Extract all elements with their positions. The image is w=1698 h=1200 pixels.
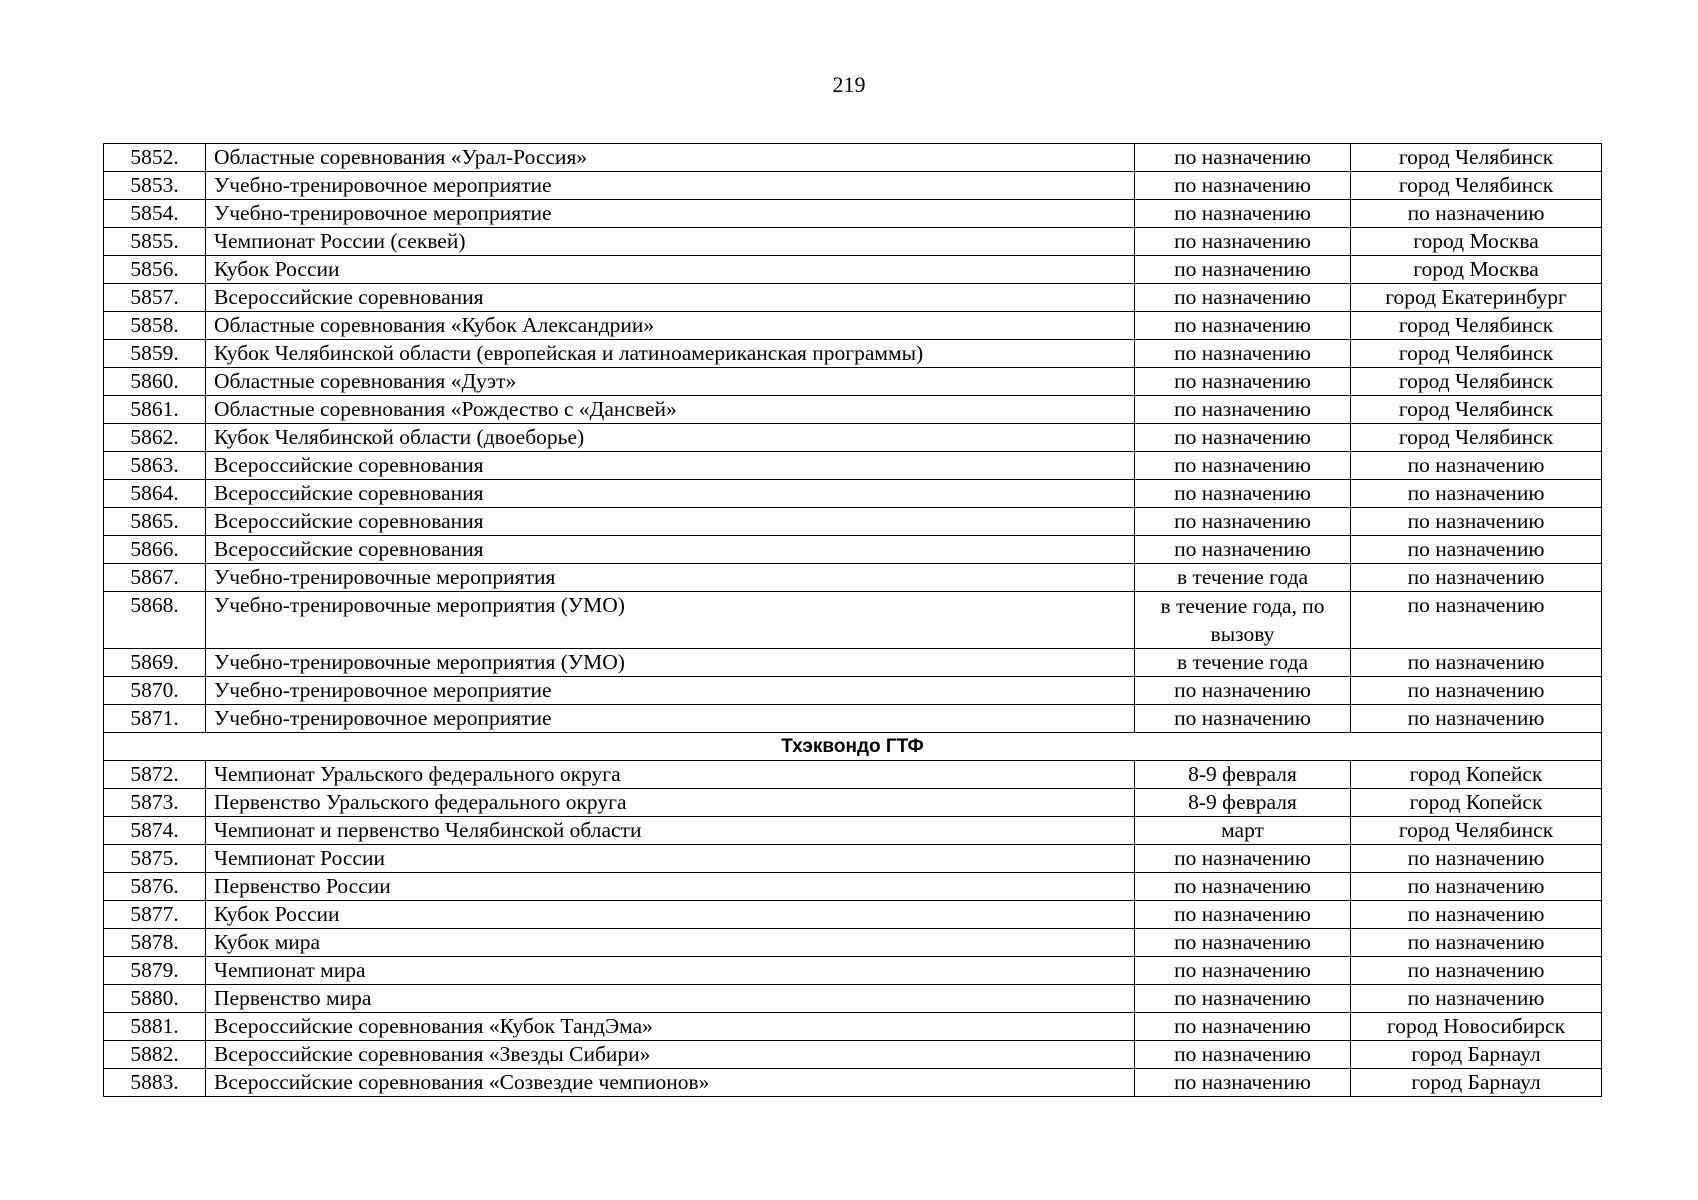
row-number: 5876. [104,873,206,901]
row-number: 5855. [104,228,206,256]
event-place: город Екатеринбург [1351,284,1602,312]
event-name: Учебно-тренировочные мероприятия (УМО) [206,649,1135,677]
event-name: Учебно-тренировочные мероприятия [206,564,1135,592]
table-row [104,228,1602,256]
table-row [104,1069,1602,1097]
row-number: 5880. [104,985,206,1013]
row-number: 5870. [104,677,206,705]
event-name: Областные соревнования «Рождество с «Дансвей» [206,396,1135,424]
row-number: 5857. [104,284,206,312]
event-date: по назначению [1135,873,1351,901]
event-date: по назначению [1135,256,1351,284]
table-row [104,592,1602,649]
table-row [104,1013,1602,1041]
event-name: Чемпионат России (секвей) [206,228,1135,256]
row-number: 5852. [104,144,206,172]
row-number: 5868. [104,592,206,649]
event-place: по назначению [1351,705,1602,733]
event-date: по назначению [1135,677,1351,705]
event-name: Первенство Уральского федерального округа [206,789,1135,817]
section-title: Тхэквондо ГТФ [104,733,1602,761]
table-row [104,677,1602,705]
event-name: Областные соревнования «Урал-Россия» [206,144,1135,172]
event-place: по назначению [1351,677,1602,705]
row-number: 5860. [104,368,206,396]
event-name: Всероссийские соревнования «Созвездие чемпионов» [206,1069,1135,1097]
event-place: город Челябинск [1351,172,1602,200]
row-number: 5872. [104,761,206,789]
event-place: город Копейск [1351,789,1602,817]
table-body-part1 [104,144,1602,733]
event-place: город Челябинск [1351,144,1602,172]
event-date: по назначению [1135,1041,1351,1069]
table-row [104,929,1602,957]
event-place: по назначению [1351,536,1602,564]
event-date: по назначению [1135,985,1351,1013]
event-place: город Новосибирск [1351,1013,1602,1041]
event-date: по назначению [1135,845,1351,873]
row-number: 5853. [104,172,206,200]
event-place: по назначению [1351,508,1602,536]
table-row [104,200,1602,228]
section-header-group [104,733,1602,761]
event-name: Учебно-тренировочные мероприятия (УМО) [206,592,1135,649]
event-place: по назначению [1351,845,1602,873]
table-row [104,368,1602,396]
event-place: по назначению [1351,929,1602,957]
event-place: по назначению [1351,901,1602,929]
event-name: Всероссийские соревнования [206,536,1135,564]
event-name: Всероссийские соревнования [206,508,1135,536]
event-name: Кубок России [206,256,1135,284]
event-date: в течение года, по вызову [1135,592,1351,649]
row-number: 5865. [104,508,206,536]
table-row [104,789,1602,817]
event-date: март [1135,817,1351,845]
table-row [104,256,1602,284]
event-place: город Челябинск [1351,368,1602,396]
row-number: 5864. [104,480,206,508]
section-header-row [104,733,1602,761]
event-place: по назначению [1351,649,1602,677]
event-date: по назначению [1135,284,1351,312]
table-row [104,424,1602,452]
row-number: 5879. [104,957,206,985]
table-row [104,396,1602,424]
event-place: по назначению [1351,480,1602,508]
event-place: город Барнаул [1351,1041,1602,1069]
table-row [104,452,1602,480]
table-row [104,564,1602,592]
event-date: по назначению [1135,957,1351,985]
event-name: Учебно-тренировочное мероприятие [206,172,1135,200]
table-row [104,508,1602,536]
event-name: Всероссийские соревнования «Кубок ТандЭма» [206,1013,1135,1041]
event-place: город Москва [1351,228,1602,256]
event-date: по назначению [1135,452,1351,480]
event-name: Первенство России [206,873,1135,901]
table-row [104,284,1602,312]
event-place: город Челябинск [1351,396,1602,424]
event-name: Кубок России [206,901,1135,929]
event-place: город Копейск [1351,761,1602,789]
event-place: город Москва [1351,256,1602,284]
row-number: 5874. [104,817,206,845]
row-number: 5854. [104,200,206,228]
event-place: по назначению [1351,985,1602,1013]
event-date: в течение года [1135,564,1351,592]
table-row [104,172,1602,200]
event-name: Кубок мира [206,929,1135,957]
table-row [104,901,1602,929]
event-date: по назначению [1135,144,1351,172]
table-row [104,845,1602,873]
event-date: по назначению [1135,200,1351,228]
row-number: 5856. [104,256,206,284]
table-row [104,480,1602,508]
event-date: по назначению [1135,480,1351,508]
row-number: 5878. [104,929,206,957]
table-row [104,873,1602,901]
event-date: 8-9 февраля [1135,761,1351,789]
event-date: по назначению [1135,228,1351,256]
table-row [104,761,1602,789]
table-row [104,649,1602,677]
event-name: Областные соревнования «Кубок Александрии» [206,312,1135,340]
event-date: по назначению [1135,1013,1351,1041]
page-number: 219 [832,72,866,97]
event-name: Чемпионат России [206,845,1135,873]
row-number: 5881. [104,1013,206,1041]
event-name: Областные соревнования «Дуэт» [206,368,1135,396]
row-number: 5863. [104,452,206,480]
row-number: 5866. [104,536,206,564]
event-name: Всероссийские соревнования [206,480,1135,508]
table-row [104,536,1602,564]
row-number: 5882. [104,1041,206,1069]
table-row [104,340,1602,368]
table-row [104,817,1602,845]
event-date: по назначению [1135,901,1351,929]
row-number: 5862. [104,424,206,452]
table-row [104,144,1602,172]
event-date: по назначению [1135,368,1351,396]
event-name: Кубок Челябинской области (европейская и латиноамериканская программы) [206,340,1135,368]
event-date: по назначению [1135,1069,1351,1097]
event-place: по назначению [1351,564,1602,592]
event-name: Чемпионат мира [206,957,1135,985]
event-date: по назначению [1135,312,1351,340]
event-place: город Барнаул [1351,1069,1602,1097]
event-name: Учебно-тренировочное мероприятие [206,677,1135,705]
row-number: 5871. [104,705,206,733]
event-date: по назначению [1135,508,1351,536]
row-number: 5859. [104,340,206,368]
events-table [103,143,1602,1097]
event-date: по назначению [1135,340,1351,368]
event-place: город Челябинск [1351,312,1602,340]
table-body-part2 [104,761,1602,1097]
row-number: 5883. [104,1069,206,1097]
event-date: по назначению [1135,705,1351,733]
event-place: по назначению [1351,957,1602,985]
event-name: Всероссийские соревнования [206,452,1135,480]
event-date: по назначению [1135,929,1351,957]
row-number: 5858. [104,312,206,340]
event-name: Учебно-тренировочное мероприятие [206,705,1135,733]
event-date: по назначению [1135,424,1351,452]
row-number: 5875. [104,845,206,873]
event-place: по назначению [1351,873,1602,901]
event-place: город Челябинск [1351,817,1602,845]
row-number: 5877. [104,901,206,929]
event-date: по назначению [1135,172,1351,200]
event-place: город Челябинск [1351,340,1602,368]
event-name: Всероссийские соревнования «Звезды Сибири» [206,1041,1135,1069]
event-name: Чемпионат Уральского федерального округа [206,761,1135,789]
event-place: город Челябинск [1351,424,1602,452]
event-date: 8-9 февраля [1135,789,1351,817]
table-row [104,957,1602,985]
event-date: по назначению [1135,396,1351,424]
row-number: 5873. [104,789,206,817]
event-name: Учебно-тренировочное мероприятие [206,200,1135,228]
event-name: Первенство мира [206,985,1135,1013]
row-number: 5867. [104,564,206,592]
event-place: по назначению [1351,452,1602,480]
event-date: по назначению [1135,536,1351,564]
event-date: в течение года [1135,649,1351,677]
event-name: Чемпионат и первенство Челябинской области [206,817,1135,845]
row-number: 5861. [104,396,206,424]
table-row [104,1041,1602,1069]
event-place: по назначению [1351,592,1602,649]
row-number: 5869. [104,649,206,677]
table-row [104,705,1602,733]
table-row [104,985,1602,1013]
event-name: Всероссийские соревнования [206,284,1135,312]
table-row [104,312,1602,340]
event-name: Кубок Челябинской области (двоеборье) [206,424,1135,452]
event-place: по назначению [1351,200,1602,228]
